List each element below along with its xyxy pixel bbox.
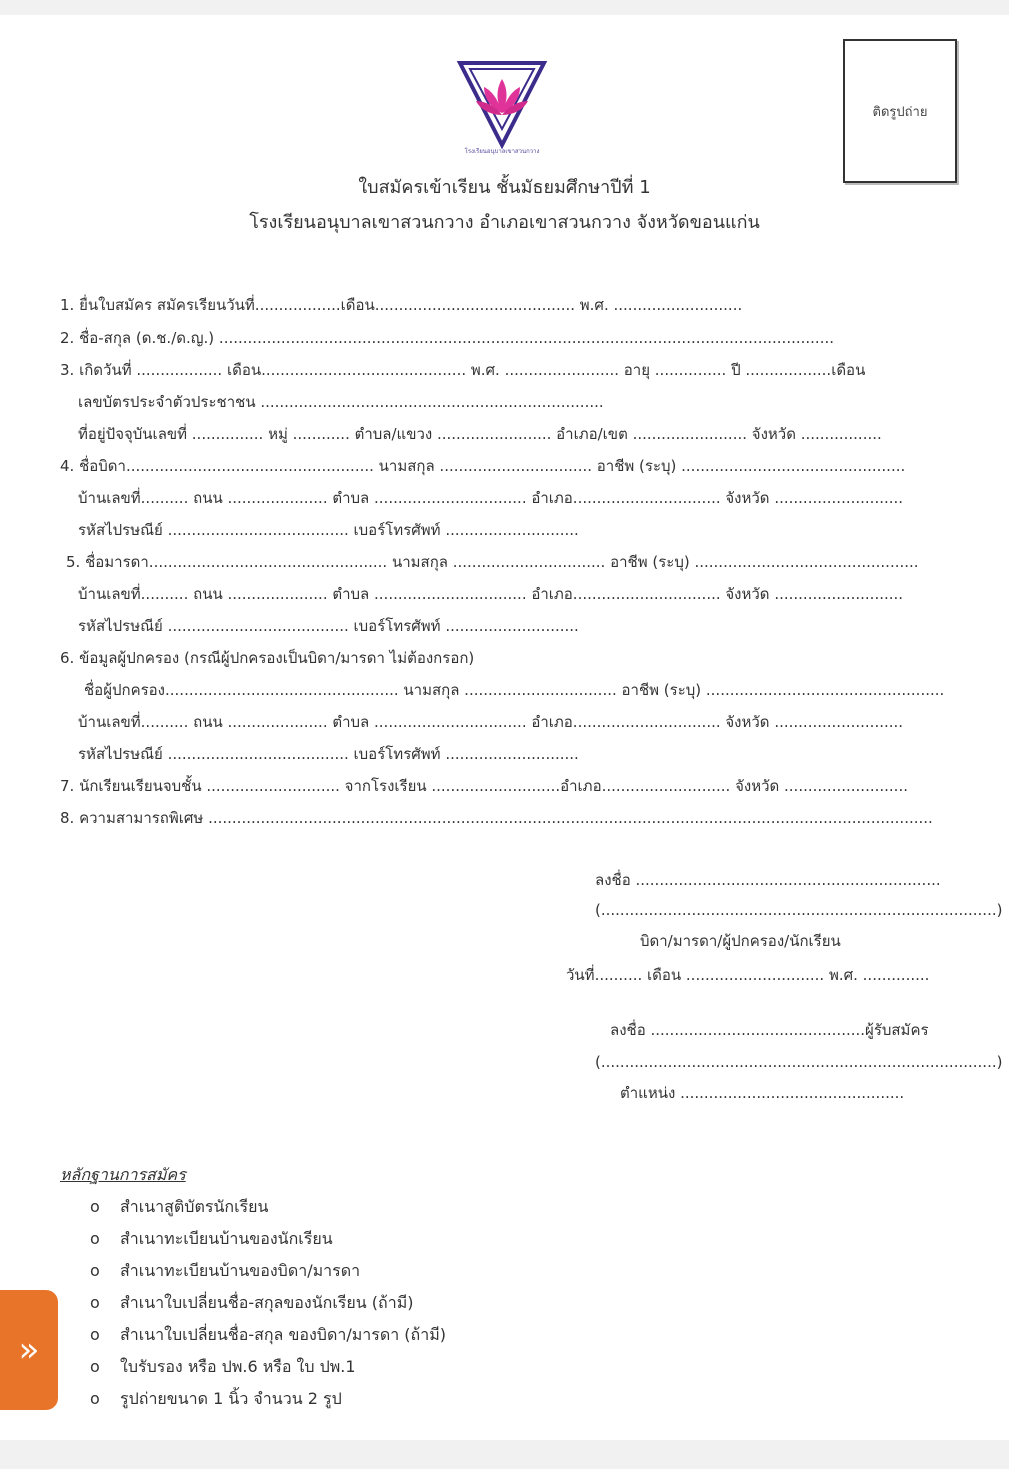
signature-receiver-position: ตำแหน่ง ...............................................	[620, 1084, 905, 1102]
double-chevron-right-icon: »	[18, 1330, 40, 1370]
signature-applicant: ลงชื่อ ................................................................	[595, 871, 941, 889]
evidence-item-text: ใบรับรอง หรือ ปพ.6 หรือ ใบ ปพ.1	[120, 1357, 356, 1376]
photo-box-label: ติดรูปถ่าย	[872, 104, 928, 120]
evidence-item-text: รูปถ่ายขนาด 1 นิ้ว จำนวน 2 รูป	[120, 1389, 342, 1408]
photo-box	[843, 39, 957, 183]
evidence-item-text: สำเนาทะเบียนบ้านของบิดา/มารดา	[120, 1261, 361, 1280]
school-name: โรงเรียนอนุบาลเขาสวนกวาง อำเภอเขาสวนกวาง จังหวัดขอนแก่น	[249, 212, 760, 233]
form-line-3c: ที่อยู่ปัจจุบันเลขที่ ............... หมู่ ............ ตำบล/แขวง ........................ อำเภอ/เขต ........................ จังหวัด .................	[78, 425, 882, 443]
form-line-5c: รหัสไปรษณีย์ ...................................... เบอร์โทรศัพท์ ............................	[78, 617, 579, 635]
form-title: ใบสมัครเข้าเรียน ชั้นมัธยมศึกษาปีที่ 1	[358, 177, 651, 198]
signature-receiver-name: (...................................................................................)	[595, 1053, 1003, 1071]
school-logo-icon	[452, 57, 552, 157]
evidence-item-text: สำเนาทะเบียนบ้านของนักเรียน	[120, 1229, 333, 1248]
evidence-item-text: สำเนาใบเปลี่ยนชื่อ-สกุล ของบิดา/มารดา (ถ้ามี)	[120, 1325, 447, 1344]
form-line-8: 8. ความสามารถพิเศษ ........................................................................................................................................................	[60, 809, 933, 827]
signature-applicant-role: บิดา/มารดา/ผู้ปกครอง/นักเรียน	[640, 932, 841, 950]
form-line-7: 7. นักเรียนเรียนจบชั้น ............................ จากโรงเรียน ...........................อำเภอ........................... จังหวัด ..........................	[60, 777, 908, 795]
form-line-4: 4. ชื่อบิดา.................................................... นามสกุล ................................ อาชีพ (ระบุ) ...............................................	[60, 457, 906, 475]
evidence-item	[90, 1291, 414, 1316]
evidence-item-text: สำเนาใบเปลี่ยนชื่อ-สกุลของนักเรียน (ถ้ามี)	[120, 1293, 414, 1312]
evidence-item	[90, 1259, 360, 1284]
bullet-icon: o	[90, 1389, 100, 1408]
evidence-item	[90, 1355, 356, 1380]
bullet-icon: o	[90, 1197, 100, 1216]
form-line-5: 5. ชื่อมารดา.................................................. นามสกุล ................................ อาชีพ (ระบุ) ...............................................	[66, 553, 919, 571]
form-line-1: 1. ยื่นใบสมัคร สมัครเรียนวันที่..................เดือน.......................................... พ.ศ. ...........................	[60, 296, 743, 314]
signature-applicant-date: วันที่.......... เดือน ............................. พ.ศ. ..............	[566, 966, 930, 984]
evidence-heading: หลักฐานการสมัคร	[60, 1165, 186, 1184]
form-line-3b: เลขบัตรประจำตัวประชาชน ........................................................................	[78, 393, 604, 411]
evidence-item	[90, 1323, 446, 1348]
logo-text: โรงเรียนอนุบาลเขาสวนกวาง	[464, 148, 540, 155]
bullet-icon: o	[90, 1293, 100, 1312]
evidence-item	[90, 1227, 333, 1252]
form-line-4b: บ้านเลขที่.......... ถนน ..................... ตำบล ................................ อำเภอ............................... จังหวัด ...........................	[78, 489, 904, 507]
form-line-5b: บ้านเลขที่.......... ถนน ..................... ตำบล ................................ อำเภอ............................... จังหวัด ...........................	[78, 585, 904, 603]
evidence-item	[90, 1195, 268, 1220]
evidence-item-text: สำเนาสูติบัตรนักเรียน	[120, 1197, 269, 1216]
signature-applicant-name: (...................................................................................)	[595, 901, 1003, 919]
form-line-6: 6. ข้อมูลผู้ปกครอง (กรณีผู้ปกครองเป็นบิดา/มารดา ไม่ต้องกรอก)	[60, 649, 475, 667]
form-line-6a: ชื่อผู้ปกครอง................................................. นามสกุล ................................ อาชีพ (ระบุ) ..................................................	[84, 681, 945, 699]
evidence-item	[90, 1387, 342, 1412]
form-line-3: 3. เกิดวันที่ .................. เดือน........................................... พ.ศ. ........................ อายุ ............... ปี ..................เดือน	[60, 361, 866, 379]
bullet-icon: o	[90, 1357, 100, 1376]
form-line-4c: รหัสไปรษณีย์ ...................................... เบอร์โทรศัพท์ ............................	[78, 521, 579, 539]
signature-receiver: ลงชื่อ .............................................ผู้รับสมัคร	[610, 1021, 929, 1039]
form-line-6c: รหัสไปรษณีย์ ...................................... เบอร์โทรศัพท์ ............................	[78, 745, 579, 763]
bullet-icon: o	[90, 1229, 100, 1248]
bullet-icon: o	[90, 1325, 100, 1344]
bullet-icon: o	[90, 1261, 100, 1280]
expand-sidebar-button[interactable]	[0, 1290, 58, 1410]
form-line-2: 2. ชื่อ-สกุล (ด.ช./ด.ญ.) .................................................................................................................................	[60, 329, 835, 347]
document-page	[0, 15, 1009, 1440]
form-line-6b: บ้านเลขที่.......... ถนน ..................... ตำบล ................................ อำเภอ............................... จังหวัด ...........................	[78, 713, 904, 731]
